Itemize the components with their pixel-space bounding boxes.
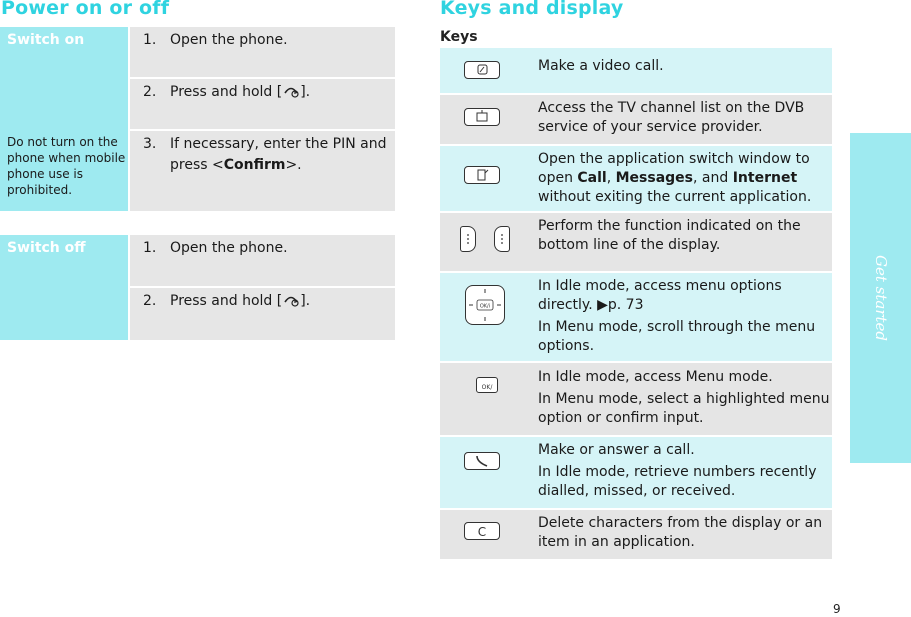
key-row-dial [440, 437, 832, 508]
step-text: Press and hold [ ]. [170, 84, 311, 100]
svg-text:C: C [477, 525, 487, 539]
step-text: If necessary, enter the PIN and press <Confirm>. [170, 136, 387, 173]
end-power-key-icon [282, 83, 300, 99]
switch-off-table [0, 235, 395, 340]
step-text: Open the phone. [170, 240, 288, 256]
step-number: 1. [143, 240, 157, 256]
key-row-clear [440, 510, 832, 559]
key-description: In Idle mode, access Menu mode. In Menu mode, select a highlighted menu option or confirm input. [538, 369, 830, 426]
svg-text:OK/: OK/ [481, 384, 493, 391]
switch-on-note: Do not turn on the phone when mobile phone use is prohibited. [7, 135, 126, 197]
switch-on-label: Switch on [7, 32, 85, 48]
key-description: Delete characters from the display or an item in an application. [538, 515, 823, 550]
section-side-tab-label: Get started [872, 254, 890, 342]
svg-text:OK/i: OK/i [479, 303, 491, 310]
page-number: 9 [833, 602, 841, 616]
left-soft-key-icon [460, 226, 476, 252]
tv-key-icon [464, 108, 500, 126]
switch-off-label: Switch off [7, 240, 86, 256]
switch-on-step-3 [130, 131, 395, 211]
key-description: Perform the function indicated on the bottom line of the display. [538, 218, 801, 253]
step-text: Press and hold [ ]. [170, 293, 311, 309]
key-description: Open the application switch window to open Call, Messages, and Internet without exiting the current application. [538, 151, 812, 205]
video-call-key-icon [464, 61, 500, 79]
keys-display-heading: Keys and display [440, 0, 624, 19]
key-description: Access the TV channel list on the DVB service of your service provider. [538, 100, 805, 135]
step-number: 3. [143, 136, 157, 152]
switch-on-table [0, 27, 395, 211]
end-power-key-icon [282, 292, 300, 308]
clear-key-icon [464, 522, 500, 540]
key-description: Make a video call. [538, 58, 664, 74]
section-side-tab [850, 133, 911, 463]
switch-on-step-1 [130, 27, 395, 77]
step-number: 1. [143, 32, 157, 48]
switch-off-step-2 [130, 288, 395, 340]
key-row-soft-keys [440, 213, 832, 271]
step-number: 2. [143, 293, 157, 309]
navigation-key-icon [465, 285, 505, 325]
ok-key-icon [476, 377, 498, 393]
switch-on-label-cell [0, 27, 128, 211]
power-heading: Power on or off [1, 0, 170, 19]
right-soft-key-icon [494, 226, 510, 252]
key-row-ok [440, 363, 832, 435]
key-description: Make or answer a call. In Idle mode, retrieve numbers recently dialled, missed, or received. [538, 442, 817, 499]
app-switch-key-icon [464, 166, 500, 184]
key-row-app-switch [440, 146, 832, 211]
dial-key-icon [464, 452, 500, 470]
switch-on-step-2 [130, 79, 395, 129]
keys-subheading: Keys [440, 29, 478, 45]
switch-off-label-cell [0, 235, 128, 340]
key-row-tv [440, 95, 832, 144]
step-number: 2. [143, 84, 157, 100]
key-row-video-call [440, 48, 832, 93]
step-text: Open the phone. [170, 32, 288, 48]
key-row-navigation [440, 273, 832, 361]
switch-off-step-1 [130, 235, 395, 286]
key-description: In Idle mode, access menu options directly. ▶p. 73 In Menu mode, scroll through the menu options. [538, 278, 816, 354]
